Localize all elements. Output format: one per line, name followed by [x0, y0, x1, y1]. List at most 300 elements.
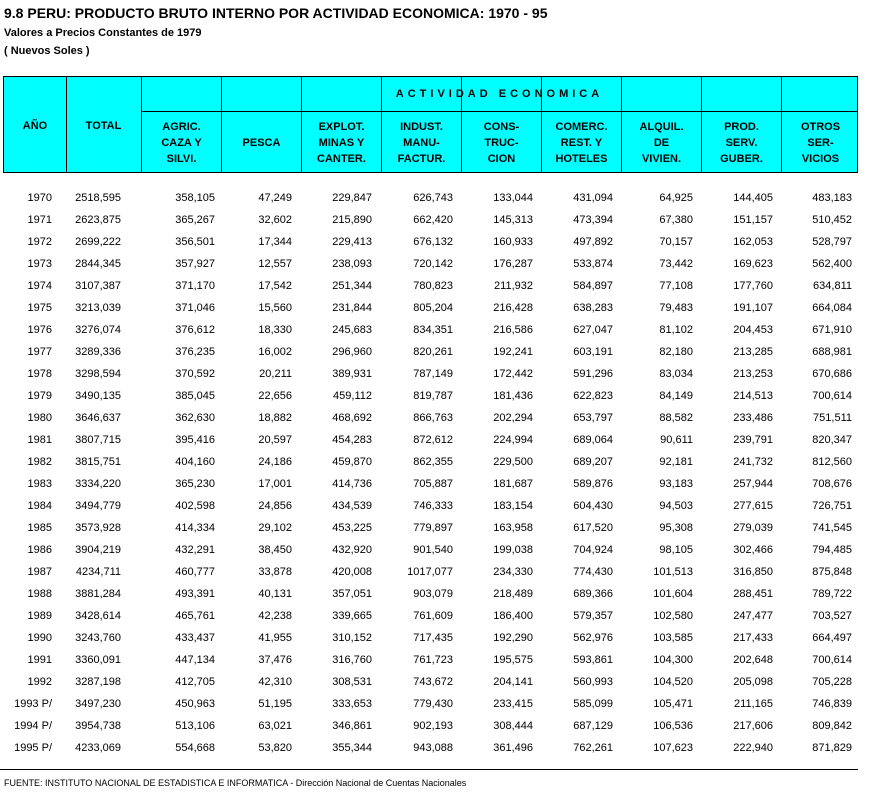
cell-value: 746,333	[413, 500, 453, 512]
cell-value: 404,160	[175, 456, 215, 468]
cell-value: 376,235	[175, 346, 215, 358]
cell-value: 357,927	[175, 258, 215, 270]
cell-value: 465,761	[175, 610, 215, 622]
cell-value: 177,760	[733, 280, 773, 292]
table-row	[0, 518, 885, 540]
cell-value: 92,181	[659, 456, 693, 468]
cell-year: 1986	[27, 544, 52, 556]
cell-value: 473,394	[573, 214, 613, 226]
cell-value: 222,940	[733, 742, 773, 754]
cell-value: 700,614	[812, 654, 852, 666]
cell-year: 1981	[27, 434, 52, 446]
table-subtitle-prices: Valores a Precios Constantes de 1979	[4, 27, 202, 39]
cell-value: 24,186	[258, 456, 292, 468]
cell-value: 218,489	[493, 588, 533, 600]
cell-value: 82,180	[659, 346, 693, 358]
cell-value: 346,861	[332, 720, 372, 732]
cell-value: 627,047	[573, 324, 613, 336]
cell-value: 277,615	[733, 500, 773, 512]
cell-value: 192,290	[493, 632, 533, 644]
cell-value: 204,141	[493, 676, 533, 688]
cell-value: 18,330	[258, 324, 292, 336]
cell-year: 1977	[27, 346, 52, 358]
header-column-line: MANU-	[403, 137, 440, 149]
cell-value: 90,611	[660, 434, 693, 446]
header-column-line: TRUC-	[484, 137, 519, 149]
cell-year: 1990	[27, 632, 52, 644]
cell-value: 584,897	[573, 280, 613, 292]
table-row	[0, 254, 885, 276]
cell-value: 191,107	[733, 302, 773, 314]
cell-value: 51,195	[258, 698, 292, 710]
header-column-line: CION	[487, 153, 516, 165]
header-column	[302, 112, 381, 174]
cell-year: 1991	[27, 654, 52, 666]
cell-value: 214,513	[733, 390, 773, 402]
cell-value: 664,497	[812, 632, 852, 644]
header-column	[222, 112, 301, 174]
cell-value: 703,527	[812, 610, 852, 622]
cell-value: 3490,135	[75, 390, 121, 402]
cell-value: 787,149	[413, 368, 453, 380]
table-header	[3, 76, 858, 173]
cell-value: 37,476	[258, 654, 292, 666]
header-total: TOTAL	[85, 119, 122, 132]
table-row	[0, 298, 885, 320]
cell-value: 17,344	[258, 236, 292, 248]
cell-value: 789,722	[812, 588, 852, 600]
header-column-line: VIVIEN.	[641, 153, 682, 165]
cell-value: 689,207	[573, 456, 613, 468]
cell-value: 216,428	[493, 302, 533, 314]
cell-value: 761,723	[413, 654, 453, 666]
cell-value: 355,344	[332, 742, 372, 754]
cell-year: 1972	[27, 236, 52, 248]
cell-value: 162,053	[733, 236, 773, 248]
cell-value: 17,001	[258, 478, 292, 490]
cell-value: 371,046	[175, 302, 215, 314]
cell-value: 4233,069	[75, 742, 121, 754]
cell-value: 670,686	[812, 368, 852, 380]
cell-value: 671,910	[812, 324, 852, 336]
cell-value: 241,732	[733, 456, 773, 468]
cell-value: 943,088	[413, 742, 453, 754]
table-row	[0, 628, 885, 650]
cell-value: 579,357	[573, 610, 613, 622]
cell-value: 357,051	[332, 588, 372, 600]
cell-value: 181,687	[493, 478, 533, 490]
cell-value: 689,064	[573, 434, 613, 446]
header-actividad-economica: ACTIVIDAD ECONOMICA	[395, 88, 604, 100]
cell-value: 205,098	[733, 676, 773, 688]
cell-value: 217,433	[733, 632, 773, 644]
table-row	[0, 430, 885, 452]
table-row	[0, 496, 885, 518]
cell-value: 64,925	[659, 192, 693, 204]
cell-value: 3107,387	[75, 280, 121, 292]
cell-value: 101,513	[653, 566, 693, 578]
header-column-line: PESCA	[242, 137, 281, 149]
table-row	[0, 540, 885, 562]
cell-value: 431,094	[573, 192, 613, 204]
cell-value: 370,592	[175, 368, 215, 380]
cell-value: 88,582	[659, 412, 693, 424]
table-row	[0, 276, 885, 298]
cell-value: 308,531	[332, 676, 372, 688]
cell-value: 333,653	[332, 698, 372, 710]
cell-value: 412,705	[175, 676, 215, 688]
cell-value: 233,415	[493, 698, 533, 710]
cell-value: 741,545	[812, 522, 852, 534]
cell-value: 160,933	[493, 236, 533, 248]
cell-value: 653,797	[573, 412, 613, 424]
cell-value: 726,751	[812, 500, 852, 512]
cell-year: 1980	[27, 412, 52, 424]
cell-value: 176,287	[493, 258, 533, 270]
cell-value: 589,876	[573, 478, 613, 490]
cell-value: 862,355	[413, 456, 453, 468]
table-row	[0, 320, 885, 342]
cell-value: 169,623	[733, 258, 773, 270]
header-column	[382, 112, 461, 174]
cell-value: 493,391	[175, 588, 215, 600]
cell-value: 2699,222	[75, 236, 121, 248]
header-column	[142, 112, 221, 174]
cell-value: 3573,928	[75, 522, 121, 534]
cell-value: 15,560	[258, 302, 292, 314]
cell-value: 708,676	[812, 478, 852, 490]
header-column-line: REST. Y	[560, 137, 603, 149]
cell-value: 872,612	[413, 434, 453, 446]
table-row	[0, 188, 885, 210]
cell-value: 676,132	[413, 236, 453, 248]
cell-value: 3881,284	[75, 588, 121, 600]
cell-value: 145,313	[493, 214, 533, 226]
cell-value: 239,791	[733, 434, 773, 446]
cell-value: 705,228	[812, 676, 852, 688]
cell-value: 820,261	[413, 346, 453, 358]
cell-value: 689,366	[573, 588, 613, 600]
table-row	[0, 672, 885, 694]
header-column-line: ALQUIL.	[639, 121, 684, 133]
cell-value: 1017,077	[407, 566, 453, 578]
cell-value: 202,648	[733, 654, 773, 666]
cell-value: 414,334	[175, 522, 215, 534]
cell-value: 875,848	[812, 566, 852, 578]
cell-value: 233,486	[733, 412, 773, 424]
header-column-line: DE	[653, 137, 670, 149]
cell-year: 1970	[27, 192, 52, 204]
cell-value: 20,211	[259, 368, 292, 380]
header-column	[622, 112, 701, 174]
cell-value: 288,451	[733, 588, 773, 600]
cell-value: 279,039	[733, 522, 773, 534]
table-row	[0, 584, 885, 606]
cell-value: 47,249	[258, 192, 292, 204]
header-column	[462, 112, 541, 174]
cell-value: 453,225	[332, 522, 372, 534]
table-row	[0, 474, 885, 496]
cell-value: 483,183	[812, 192, 852, 204]
cell-value: 3497,230	[75, 698, 121, 710]
cell-year: 1993 P/	[14, 698, 52, 710]
table-row	[0, 210, 885, 232]
cell-value: 144,405	[733, 192, 773, 204]
cell-value: 41,955	[258, 632, 292, 644]
cell-value: 513,106	[175, 720, 215, 732]
table-row	[0, 452, 885, 474]
cell-value: 195,575	[493, 654, 533, 666]
cell-value: 402,598	[175, 500, 215, 512]
cell-value: 102,580	[653, 610, 693, 622]
cell-value: 420,008	[332, 566, 372, 578]
cell-value: 720,142	[413, 258, 453, 270]
cell-value: 365,267	[175, 214, 215, 226]
cell-value: 2623,875	[75, 214, 121, 226]
cell-value: 133,044	[493, 192, 533, 204]
cell-year: 1983	[27, 478, 52, 490]
cell-value: 24,856	[258, 500, 292, 512]
cell-value: 460,777	[175, 566, 215, 578]
cell-value: 316,850	[733, 566, 773, 578]
cell-value: 459,870	[332, 456, 372, 468]
cell-year: 1984	[27, 500, 52, 512]
cell-value: 746,839	[812, 698, 852, 710]
header-column-line: HOTELES	[555, 153, 608, 165]
cell-year: 1987	[27, 566, 52, 578]
cell-value: 224,994	[493, 434, 533, 446]
cell-value: 700,614	[812, 390, 852, 402]
header-column-line: CANTER.	[317, 153, 366, 165]
cell-value: 604,430	[573, 500, 613, 512]
cell-value: 562,400	[812, 258, 852, 270]
cell-year: 1985	[27, 522, 52, 534]
cell-value: 603,191	[573, 346, 613, 358]
cell-value: 2518,595	[75, 192, 121, 204]
cell-value: 3334,220	[75, 478, 121, 490]
cell-value: 211,932	[494, 280, 533, 292]
cell-value: 662,420	[413, 214, 453, 226]
cell-value: 217,606	[733, 720, 773, 732]
cell-value: 308,444	[493, 720, 533, 732]
cell-value: 213,285	[733, 346, 773, 358]
cell-value: 199,038	[493, 544, 533, 556]
table-row	[0, 738, 885, 760]
cell-value: 591,296	[573, 368, 613, 380]
cell-value: 626,743	[413, 192, 453, 204]
cell-value: 468,692	[332, 412, 372, 424]
cell-value: 257,944	[733, 478, 773, 490]
cell-value: 3954,738	[75, 720, 121, 732]
cell-value: 3494,779	[75, 500, 121, 512]
cell-value: 296,960	[332, 346, 372, 358]
header-column-line: SILVI.	[166, 153, 197, 165]
table-subtitle-units: ( Nuevos Soles )	[4, 45, 90, 57]
table-row	[0, 694, 885, 716]
header-column-line: INDUST.	[400, 121, 443, 133]
cell-value: 183,154	[493, 500, 533, 512]
cell-value: 705,887	[413, 478, 453, 490]
cell-value: 204,453	[733, 324, 773, 336]
cell-value: 211,165	[734, 698, 773, 710]
header-column-line: FACTUR.	[397, 153, 446, 165]
cell-value: 3904,219	[75, 544, 121, 556]
cell-value: 83,034	[659, 368, 693, 380]
cell-year: 1974	[27, 280, 52, 292]
cell-value: 18,882	[258, 412, 292, 424]
cell-value: 751,511	[813, 412, 852, 424]
cell-value: 42,238	[258, 610, 292, 622]
header-column-line: OTROS	[800, 121, 841, 133]
cell-value: 103,585	[653, 632, 693, 644]
cell-value: 432,920	[332, 544, 372, 556]
cell-value: 762,261	[573, 742, 613, 754]
cell-value: 356,501	[175, 236, 215, 248]
header-column-line: GUBER.	[720, 153, 763, 165]
cell-value: 687,129	[573, 720, 613, 732]
cell-value: 779,897	[413, 522, 453, 534]
cell-value: 33,878	[258, 566, 292, 578]
cell-value: 93,183	[659, 478, 693, 490]
cell-value: 902,193	[413, 720, 453, 732]
table-row	[0, 342, 885, 364]
cell-value: 497,892	[573, 236, 613, 248]
cell-value: 585,099	[573, 698, 613, 710]
table-body	[0, 188, 885, 760]
cell-value: 617,520	[573, 522, 613, 534]
cell-value: 12,557	[258, 258, 292, 270]
cell-value: 229,413	[332, 236, 372, 248]
cell-value: 16,002	[258, 346, 292, 358]
cell-value: 104,520	[653, 676, 693, 688]
cell-year: 1976	[27, 324, 52, 336]
table-row	[0, 562, 885, 584]
cell-value: 38,450	[258, 544, 292, 556]
cell-value: 216,586	[493, 324, 533, 336]
table-title: 9.8 PERU: PRODUCTO BRUTO INTERNO POR ACTIVIDAD ECONOMICA: 1970 - 95	[4, 5, 548, 21]
header-column-line: SER-	[807, 137, 834, 149]
cell-value: 358,105	[175, 192, 215, 204]
cell-value: 77,108	[659, 280, 693, 292]
cell-value: 40,131	[258, 588, 292, 600]
cell-value: 562,976	[573, 632, 613, 644]
cell-value: 834,351	[413, 324, 453, 336]
cell-value: 17,542	[258, 280, 292, 292]
cell-value: 622,823	[573, 390, 613, 402]
header-column-line: EXPLOT.	[318, 121, 365, 133]
cell-value: 459,112	[333, 390, 372, 402]
cell-value: 104,300	[653, 654, 693, 666]
cell-value: 385,045	[175, 390, 215, 402]
cell-value: 3815,751	[75, 456, 121, 468]
cell-value: 812,560	[812, 456, 852, 468]
cell-value: 3298,594	[75, 368, 121, 380]
cell-value: 302,466	[733, 544, 773, 556]
cell-value: 779,430	[413, 698, 453, 710]
cell-value: 229,500	[493, 456, 533, 468]
cell-value: 794,485	[812, 544, 852, 556]
cell-value: 805,204	[413, 302, 453, 314]
cell-year: 1975	[27, 302, 52, 314]
cell-value: 2844,345	[75, 258, 121, 270]
cell-value: 245,683	[332, 324, 372, 336]
cell-value: 20,597	[258, 434, 292, 446]
cell-value: 84,149	[659, 390, 693, 402]
cell-value: 163,958	[493, 522, 533, 534]
cell-year: 1979	[27, 390, 52, 402]
cell-value: 67,380	[659, 214, 693, 226]
cell-value: 560,993	[573, 676, 613, 688]
cell-value: 780,823	[413, 280, 453, 292]
header-column-line: AGRIC.	[162, 121, 201, 133]
cell-value: 3287,198	[75, 676, 121, 688]
cell-value: 29,102	[258, 522, 292, 534]
cell-value: 181,436	[493, 390, 533, 402]
cell-value: 365,230	[175, 478, 215, 490]
cell-value: 3289,336	[75, 346, 121, 358]
cell-year: 1988	[27, 588, 52, 600]
table-row	[0, 386, 885, 408]
cell-value: 310,152	[332, 632, 372, 644]
cell-value: 3243,760	[75, 632, 121, 644]
cell-value: 704,924	[573, 544, 613, 556]
footer-rule	[0, 769, 858, 770]
cell-value: 447,134	[175, 654, 215, 666]
cell-year: 1978	[27, 368, 52, 380]
header-year: AÑO	[22, 119, 48, 132]
cell-value: 106,536	[653, 720, 693, 732]
cell-value: 107,623	[653, 742, 693, 754]
cell-value: 743,672	[413, 676, 453, 688]
cell-value: 70,157	[659, 236, 693, 248]
cell-value: 361,496	[493, 742, 533, 754]
table-row	[0, 606, 885, 628]
cell-value: 94,503	[659, 500, 693, 512]
cell-value: 42,310	[258, 676, 292, 688]
header-column-line: VICIOS	[801, 153, 840, 165]
cell-value: 229,847	[332, 192, 372, 204]
cell-value: 98,105	[659, 544, 693, 556]
cell-value: 717,435	[413, 632, 453, 644]
cell-value: 809,842	[812, 720, 852, 732]
cell-value: 903,079	[413, 588, 453, 600]
cell-value: 63,021	[258, 720, 292, 732]
cell-value: 186,400	[493, 610, 533, 622]
cell-year: 1971	[27, 214, 52, 226]
cell-value: 414,736	[332, 478, 372, 490]
cell-value: 432,291	[175, 544, 215, 556]
cell-value: 901,540	[413, 544, 453, 556]
cell-value: 339,665	[332, 610, 372, 622]
cell-value: 3276,074	[75, 324, 121, 336]
cell-value: 433,437	[175, 632, 215, 644]
cell-value: 450,963	[175, 698, 215, 710]
cell-value: 81,102	[659, 324, 693, 336]
cell-year: 1989	[27, 610, 52, 622]
cell-year: 1995 P/	[14, 742, 52, 754]
cell-value: 316,760	[332, 654, 372, 666]
table-row	[0, 364, 885, 386]
header-column	[542, 112, 621, 174]
cell-value: 376,612	[175, 324, 215, 336]
header-column-line: MINAS Y	[318, 137, 365, 149]
header-column-line: COMERC.	[555, 121, 608, 133]
cell-value: 151,157	[733, 214, 773, 226]
cell-value: 3646,637	[75, 412, 121, 424]
cell-value: 3428,614	[75, 610, 121, 622]
cell-value: 761,609	[413, 610, 453, 622]
cell-value: 79,483	[659, 302, 693, 314]
